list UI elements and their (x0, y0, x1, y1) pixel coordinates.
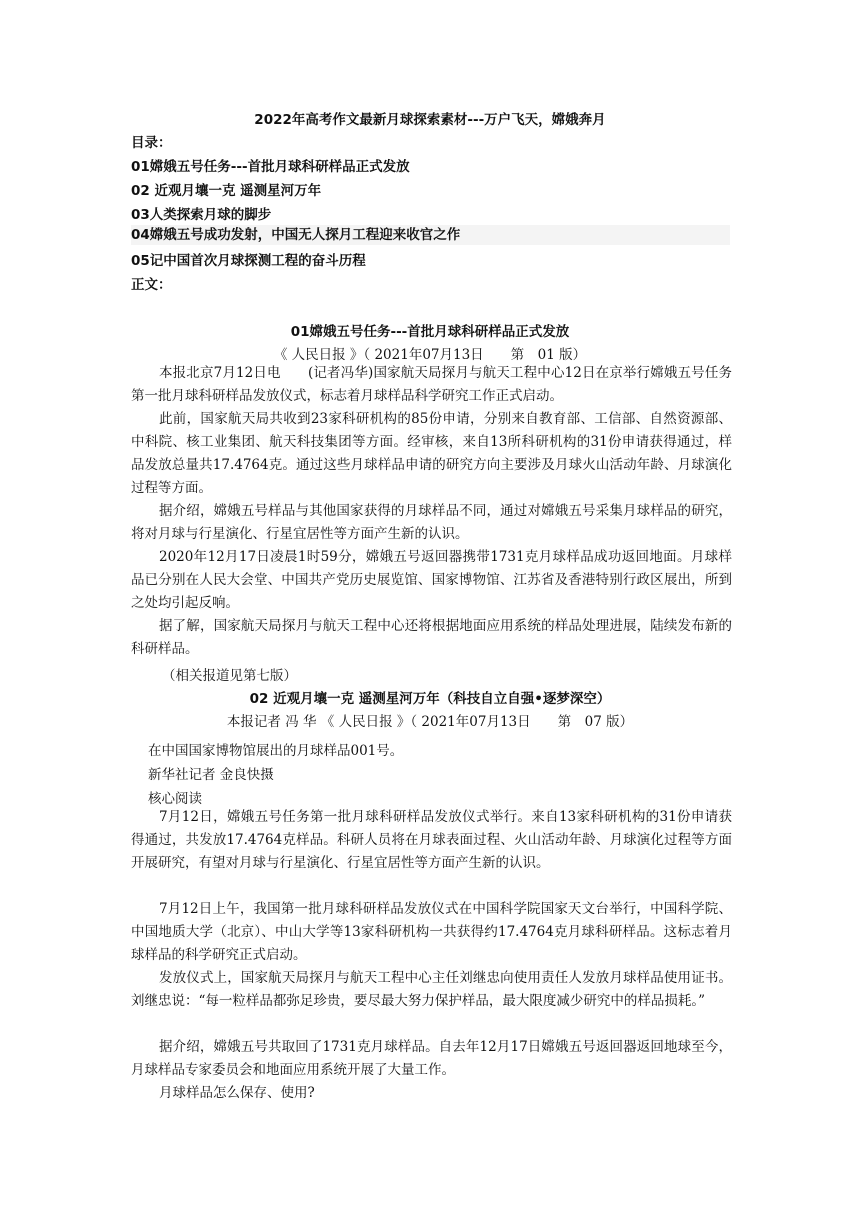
core-reading-label: 核心阅读 (148, 791, 202, 807)
document-title: 2022年高考作文最新月球探索素材---万户飞天，嫦娥奔月 (254, 112, 606, 128)
toc-item[interactable]: 01嫦娥五号任务---首批月球科研样品正式发放 (131, 159, 410, 175)
article-title: 01嫦娥五号任务---首批月球科研样品正式发放 (290, 324, 570, 340)
toc-item[interactable]: 02 近观月壤一克 遥测星河万年 (131, 183, 322, 199)
body-label: 正文： (131, 277, 172, 293)
paragraph: 此前，国家航天局共收到23家科研机构的85份申请，分别来自教育部、工信部、自然资源部、中科院、核工业集团、航天科技集团等方面。经审核，来自13所科研机构的31份申请获得通过，样品发放总量共17.4764克。通过这些月球样品申请的研究方向主要涉及月球火山活动年龄、月球演化过程等方面。 (131, 411, 732, 496)
paragraph: 据了解，国家航天局探月与航天工程中心还将根据地面应用系统的样品处理进展，陆续发布新的科研样品。 (131, 618, 732, 657)
article-source: 本报记者 冯 华 《 人民日报 》（ 2021年07月13日 第 07 版） (226, 714, 634, 730)
toc-item[interactable]: 04嫦娥五号成功发射，中国无人探月工程迎来收官之作 (131, 225, 730, 245)
article-title: 02 近观月壤一克 遥测星河万年（科技自立自强•逐梦深空） (249, 691, 611, 707)
paragraph: 据介绍，嫦娥五号共取回了1731克月球样品。自去年12月17日嫦娥五号返回器返回地球至今，月球样品专家委员会和地面应用系统开展了大量工作。 (131, 1039, 732, 1078)
toc-item[interactable]: 03人类探索月球的脚步 (131, 207, 272, 223)
toc-item[interactable]: 05记中国首次月球探测工程的奋斗历程 (131, 253, 366, 269)
paragraph: 月球样品怎么保存、使用? (159, 1085, 315, 1101)
photo-caption: 在中国国家博物馆展出的月球样品001号。 (148, 743, 404, 759)
related-note: （相关报道见第七版） (162, 668, 297, 684)
paragraph: 7月12日上午，我国第一批月球科研样品发放仪式在中国科学院国家天文台举行，中国科学院、中国地质大学（北京）、中山大学等13家科研机构一共获得约17.4764克月球科研样品。这标志着月球样品的科学研究正式启动。 (131, 901, 732, 963)
core-reading-text: 7月12日，嫦娥五号任务第一批月球科研样品发放仪式举行。来自13家科研机构的31份申请获得通过，共发放17.4764克样品。科研人员将在月球表面过程、火山活动年龄、月球演化过程等方面开展研究，有望对月球与行星演化、行星宜居性等方面产生新的认识。 (131, 809, 732, 871)
article-source: 《 人民日报 》（ 2021年07月13日 第 01 版） (273, 347, 587, 363)
paragraph: 发放仪式上，国家航天局探月与航天工程中心主任刘继忠向使用责任人发放月球样品使用证书。刘继忠说：“每一粒样品都弥足珍贵，要尽最大努力保护样品，最大限度减少研究中的样品损耗。” (131, 970, 732, 1009)
paragraph: 据介绍，嫦娥五号样品与其他国家获得的月球样品不同，通过对嫦娥五号采集月球样品的研究，将对月球与行星演化、行星宜居性等方面产生新的认识。 (131, 503, 732, 542)
paragraph: 本报北京7月12日电 (记者冯华)国家航天局探月与航天工程中心12日在京举行嫦娥五号任务第一批月球科研样品发放仪式，标志着月球样品科学研究工作正式启动。 (131, 365, 732, 404)
toc-label: 目录： (131, 135, 172, 151)
photo-credit: 新华社记者 金良快摄 (148, 767, 274, 783)
paragraph: 2020年12月17日凌晨1时59分，嫦娥五号返回器携带1731克月球样品成功返回地面。月球样品已分别在人民大会堂、中国共产党历史展览馆、国家博物馆、江苏省及香港特别行政区展出，所到之处均引起反响。 (131, 549, 732, 611)
